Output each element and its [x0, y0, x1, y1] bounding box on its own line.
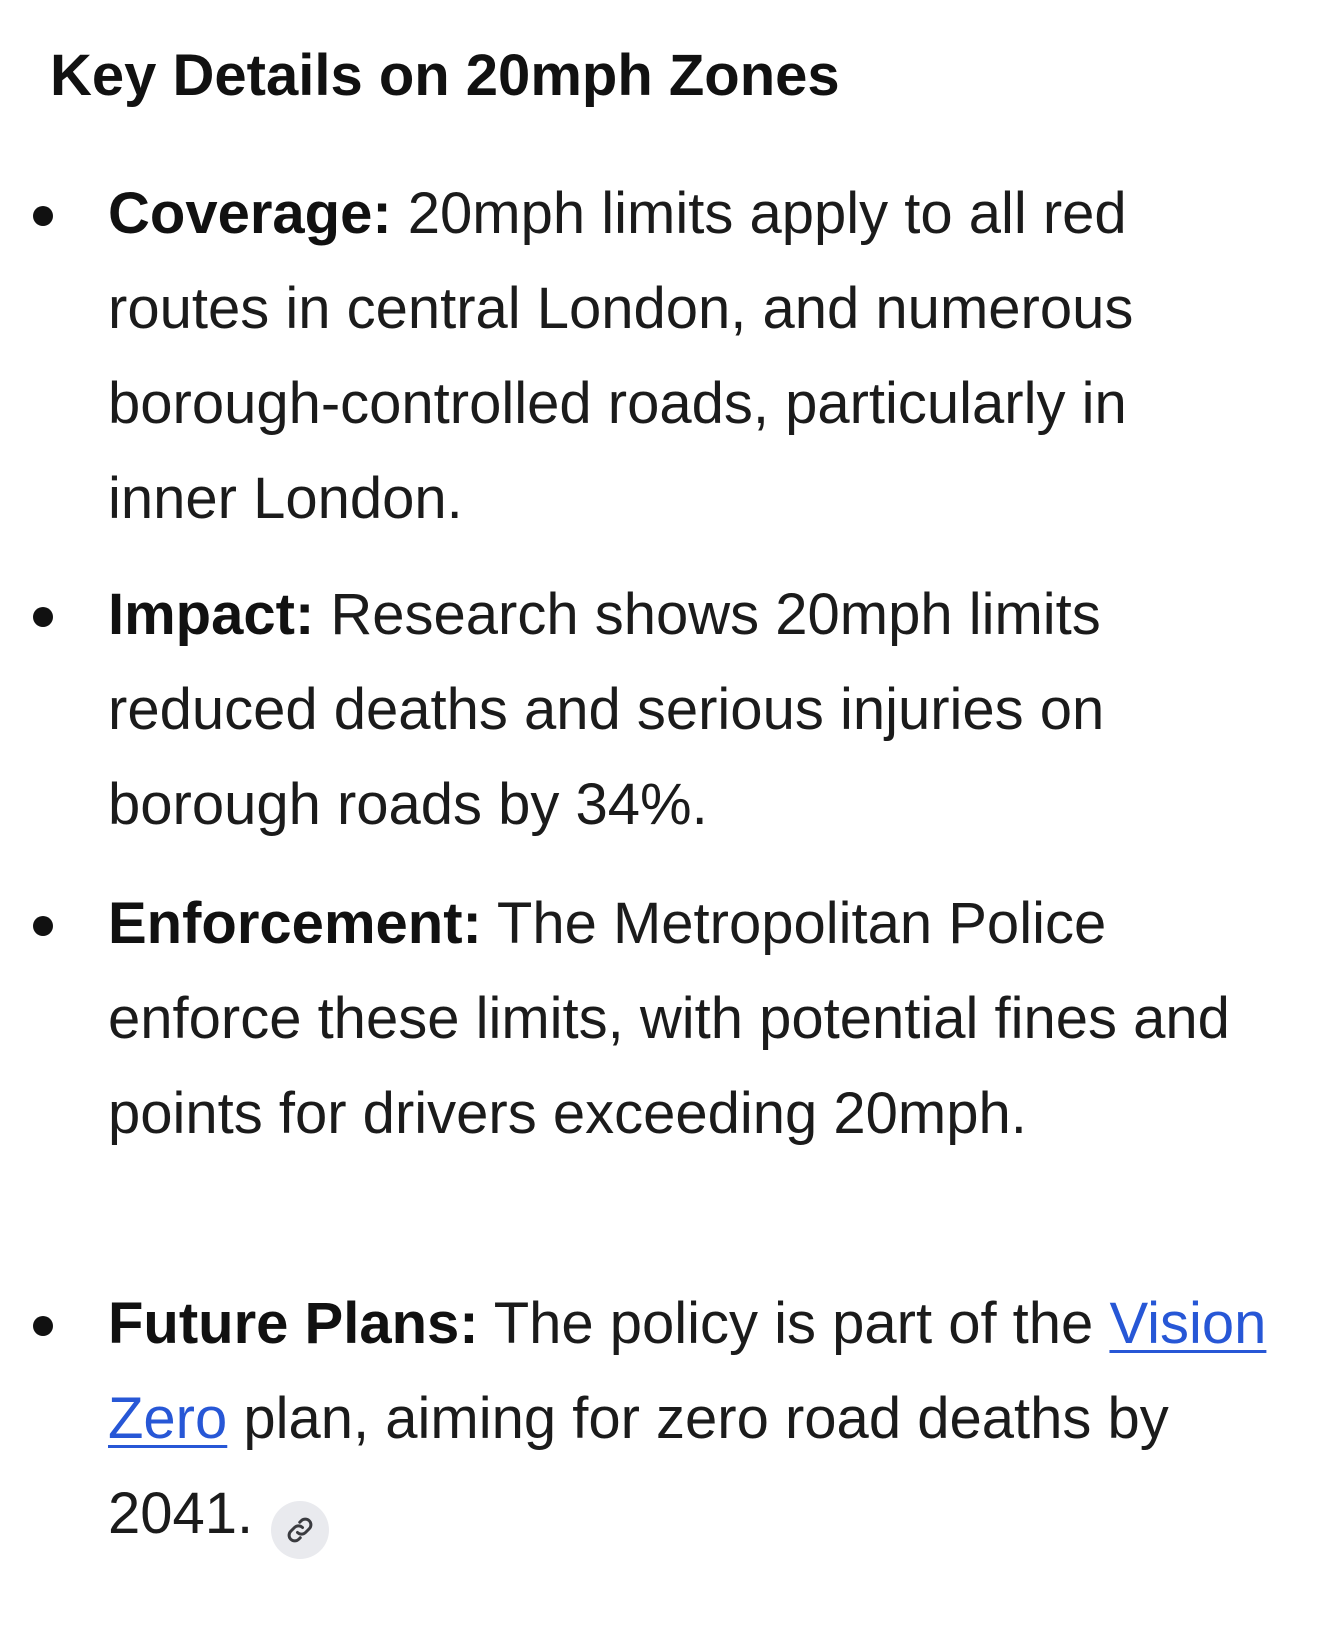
item-text: [108, 567, 1268, 852]
item-body: The Metropolitan Police enforce these limits, with potential fines and points for drivers exceeding 20mph.: [108, 891, 1230, 1146]
link-icon: [285, 1515, 315, 1545]
bullet-dot: [33, 916, 53, 936]
section-heading: Key Details on 20mph Zones: [50, 43, 840, 108]
item-text: [108, 166, 1268, 546]
item-text: [108, 1276, 1268, 1561]
vision-zero-link[interactable]: Vision Zero: [108, 1291, 1267, 1451]
bullet-dot: [33, 607, 53, 627]
item-text: [108, 876, 1268, 1161]
item-label: Future Plans:: [108, 1291, 479, 1356]
source-link-button[interactable]: [271, 1501, 329, 1559]
item-body-after: plan, aiming for zero road deaths by 2041.: [108, 1386, 1169, 1546]
item-label: Enforcement:: [108, 891, 482, 956]
item-label: Coverage:: [108, 181, 392, 246]
item-body: 20mph limits apply to all red routes in central London, and numerous borough-controlled roads, particularly in inner London.: [108, 181, 1134, 531]
item-body-before: The policy is part of the: [493, 1291, 1094, 1356]
bullet-dot: [33, 206, 53, 226]
item-label: Impact:: [108, 582, 315, 647]
bullet-dot: [33, 1316, 53, 1336]
item-body: Research shows 20mph limits reduced deaths and serious injuries on borough roads by 34%.: [108, 582, 1105, 837]
